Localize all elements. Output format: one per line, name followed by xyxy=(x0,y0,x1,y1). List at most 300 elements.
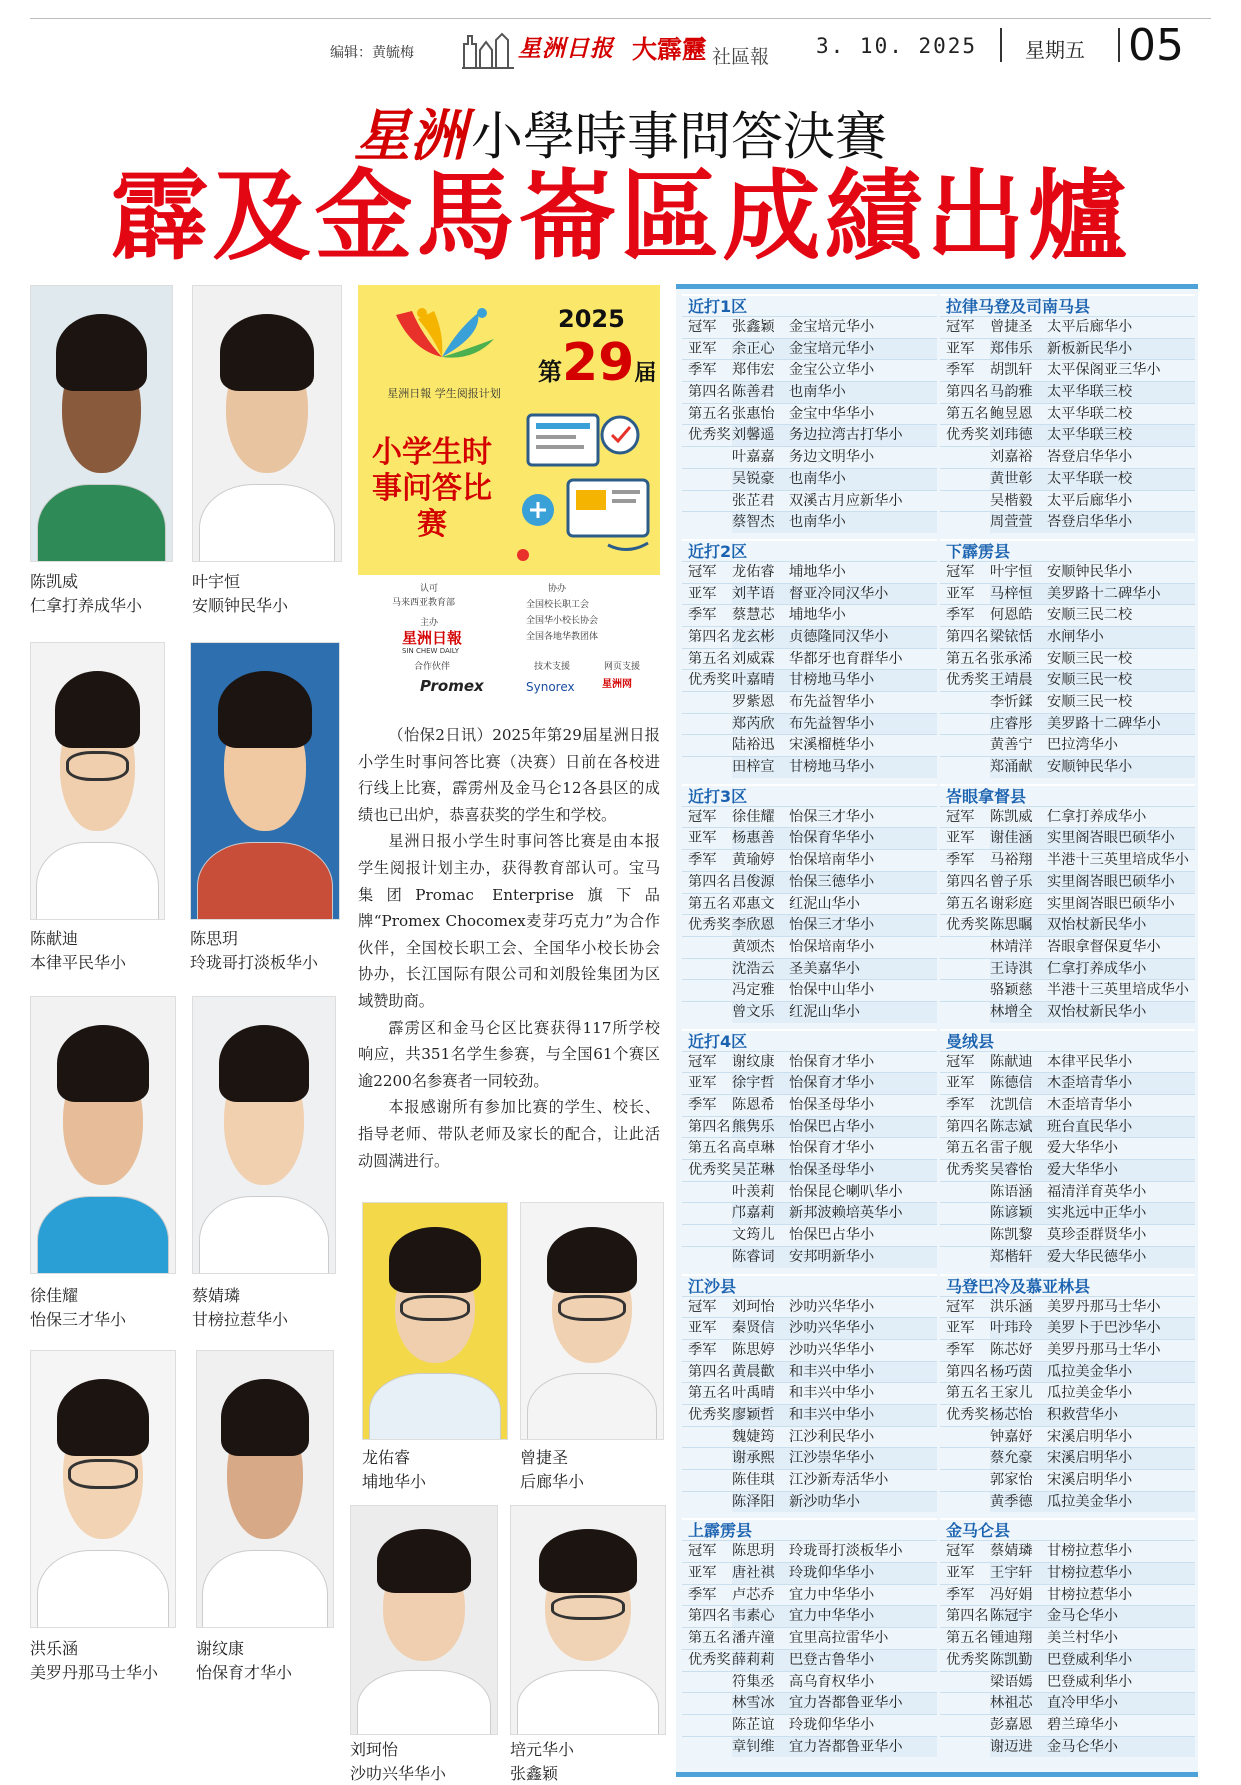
contest-poster xyxy=(358,285,660,710)
student-name: 冯定雅 xyxy=(732,982,775,999)
student-photo xyxy=(190,642,340,920)
school-name: 双怡杖新民华小 xyxy=(1047,1002,1195,1023)
caption-school: 后廊华小 xyxy=(520,1472,585,1491)
photo-caption xyxy=(30,927,126,975)
district-rows xyxy=(682,1540,937,1757)
school-name: 怡保三才华小 xyxy=(789,915,937,936)
result-row xyxy=(940,1649,1195,1671)
award-rank: 优秀奖 xyxy=(946,1651,989,1668)
caption-school: 甘榜拉惹华小 xyxy=(192,1310,289,1329)
student-name: 梁铱恬 xyxy=(990,627,1047,648)
result-row xyxy=(940,1671,1195,1693)
result-row xyxy=(682,446,937,468)
caption-name: 张鑫颖 xyxy=(510,1764,559,1783)
result-row xyxy=(682,756,937,778)
masthead-separator xyxy=(1000,28,1002,62)
organizer-name-en: SIN CHEW DAILY xyxy=(402,647,460,655)
award-rank xyxy=(940,1002,990,1023)
school-name: 和丰兴中华小 xyxy=(789,1362,937,1383)
district-rows xyxy=(940,806,1195,1023)
student-name: 叶嘉晴 xyxy=(732,670,789,691)
student-name: 沈浩云 xyxy=(732,959,789,980)
student-name: 张鑫颖 xyxy=(732,319,775,335)
award-rank: 优秀奖 xyxy=(688,1651,731,1668)
school-name: 怡保巴占华小 xyxy=(789,1227,875,1244)
award-rank: 优秀奖 xyxy=(688,427,731,444)
school-name: 安顺三民二校 xyxy=(1047,607,1133,624)
student-name: 唐社祺 xyxy=(732,1563,789,1584)
award-rank: 优秀奖 xyxy=(688,1406,731,1423)
school-name: 和丰兴中华小 xyxy=(789,1385,875,1402)
district-name: 金马仑县 xyxy=(940,1518,1195,1540)
district-rows xyxy=(940,561,1195,778)
student-name: 薛莉莉 xyxy=(732,1650,789,1671)
result-row xyxy=(682,1051,937,1073)
student-name: 陆裕迅 xyxy=(732,737,775,754)
school-name: 埔地华小 xyxy=(789,607,846,624)
school-name: 怡保育才华小 xyxy=(789,1140,875,1157)
school-name: 新板新民华小 xyxy=(1047,339,1195,360)
award-rank xyxy=(940,469,990,490)
web-name: 星洲网 xyxy=(602,679,632,690)
student-name: 冯好娟 xyxy=(990,1586,1033,1603)
caption-school: 玲珑哥打淡板华小 xyxy=(190,953,319,972)
result-row xyxy=(940,604,1195,626)
award-rank xyxy=(682,1225,732,1246)
student-name: 陈睿词 xyxy=(732,1247,789,1268)
district-rows xyxy=(682,806,937,1023)
award-rank: 第四名 xyxy=(946,384,989,401)
tech-name: Synorex xyxy=(526,680,575,694)
caption-name: 谢纹康 xyxy=(196,1639,245,1658)
student-name: 洪乐涵 xyxy=(990,1298,1033,1315)
district-block xyxy=(682,539,937,778)
result-row xyxy=(682,648,937,670)
result-row xyxy=(940,1181,1195,1203)
result-row xyxy=(940,1094,1195,1116)
district-rows xyxy=(682,1296,937,1513)
result-row xyxy=(682,1072,937,1094)
photo-caption xyxy=(30,570,142,618)
award-rank: 第五名 xyxy=(946,1140,989,1157)
school-name: 金宝中华华小 xyxy=(789,405,875,422)
caption-school: 埔地华小 xyxy=(362,1472,427,1491)
student-name: 陈思玥 xyxy=(732,1543,775,1560)
result-row xyxy=(682,1605,937,1627)
result-row xyxy=(682,958,937,980)
result-row xyxy=(682,381,937,403)
award-rank xyxy=(682,1247,732,1268)
student-name: 杨巧茵 xyxy=(990,1362,1047,1383)
award-rank xyxy=(940,491,990,512)
result-row xyxy=(940,338,1195,360)
results-top-bar xyxy=(676,284,1198,289)
school-name: 太平华联三校 xyxy=(1047,425,1195,446)
school-name: 甘榜拉惹华小 xyxy=(1047,1543,1133,1560)
school-name: 也南华小 xyxy=(789,382,937,403)
school-name: 巴登威利华小 xyxy=(1047,1673,1133,1690)
award-rank xyxy=(940,1247,990,1268)
district-block xyxy=(940,784,1195,1023)
student-name: 王家儿 xyxy=(990,1385,1033,1402)
district-rows xyxy=(682,316,937,533)
school-name: 爱大华华小 xyxy=(1047,1160,1195,1181)
recognition-label: 认可 xyxy=(420,584,439,594)
result-row xyxy=(682,734,937,756)
award-rank: 第五名 xyxy=(688,1630,731,1647)
result-row xyxy=(682,1649,937,1671)
student-photo xyxy=(30,285,173,562)
result-row xyxy=(682,1404,937,1426)
result-row xyxy=(940,849,1195,871)
student-name: 黄世彰 xyxy=(990,469,1047,490)
award-rank: 亚军 xyxy=(688,1565,717,1582)
award-rank: 第四名 xyxy=(688,628,731,645)
school-name: 宋溪启明华小 xyxy=(1047,1448,1195,1469)
result-row xyxy=(940,403,1195,425)
student-name: 郑楷轩 xyxy=(990,1247,1047,1268)
student-name: 曾子乐 xyxy=(990,872,1047,893)
district-block xyxy=(940,539,1195,778)
school-name: 莫珍歪群贤华小 xyxy=(1047,1227,1147,1244)
result-row xyxy=(682,827,937,849)
student-name: 郑芮欣 xyxy=(732,714,789,735)
student-name: 刘芊语 xyxy=(732,584,789,605)
school-name: 宋溪榴梿华小 xyxy=(789,737,875,754)
result-row xyxy=(682,1736,937,1758)
award-rank xyxy=(682,714,732,735)
district-rows xyxy=(940,1540,1195,1757)
award-rank xyxy=(940,447,990,468)
student-name: 章钊维 xyxy=(732,1737,789,1758)
award-rank xyxy=(940,735,990,756)
student-name: 郑涌献 xyxy=(990,757,1047,778)
result-row xyxy=(682,1540,937,1562)
award-rank: 冠军 xyxy=(688,808,717,825)
award-rank: 第四名 xyxy=(688,1363,731,1380)
district-block xyxy=(940,1518,1195,1757)
editor-credit: 编辑：黄毓梅 xyxy=(330,45,414,61)
result-row xyxy=(682,1469,937,1491)
result-row xyxy=(940,1605,1195,1627)
district-name: 近打1区 xyxy=(682,294,937,316)
school-name: 布先益智华小 xyxy=(789,694,875,710)
photo-caption xyxy=(520,1446,584,1494)
school-name: 爱大华华小 xyxy=(1047,1140,1118,1157)
school-name: 务边拉湾古打华小 xyxy=(789,425,937,446)
student-photo xyxy=(362,1202,508,1440)
article-paragraph: （怡保2日讯）2025年第29届星洲日报小学生时事问答比赛（决赛）日前在各校进行线上比赛，霹雳州及金马仑12各县区的成绩也已出炉，恭喜获奖的学生和学校。 xyxy=(358,726,660,824)
award-rank: 亚军 xyxy=(946,1075,975,1092)
student-name: 陈恩希 xyxy=(732,1097,775,1113)
student-name: 文筠儿 xyxy=(732,1227,775,1244)
award-rank: 亚军 xyxy=(688,1320,717,1337)
school-name: 巴登古鲁华小 xyxy=(789,1650,937,1671)
student-name: 高卓琳 xyxy=(732,1140,775,1157)
student-name: 郑伟宏 xyxy=(732,362,775,379)
student-name: 吴睿怡 xyxy=(990,1160,1047,1181)
student-photo xyxy=(30,642,165,920)
section-suffix: 社區報 xyxy=(712,46,770,68)
student-name: 黄晨歡 xyxy=(732,1362,789,1383)
school-name: 布先益智华小 xyxy=(789,714,937,735)
award-rank xyxy=(940,1470,990,1491)
result-row xyxy=(682,316,937,338)
award-rank: 季军 xyxy=(688,362,717,379)
caption-school: 沙叻兴华华小 xyxy=(350,1764,447,1783)
caption-name: 叶宇恒 xyxy=(192,572,241,591)
results-column-right xyxy=(940,294,1195,1763)
student-name: 徐宇哲 xyxy=(732,1073,789,1094)
school-name: 安顺钟民华小 xyxy=(1047,757,1195,778)
school-name: 也南华小 xyxy=(789,469,937,490)
student-name: 王靖晨 xyxy=(990,670,1047,691)
result-row xyxy=(682,1714,937,1736)
result-row xyxy=(940,914,1195,936)
article-body xyxy=(358,722,660,1174)
school-name: 玲珑仰华华小 xyxy=(789,1716,875,1733)
student-name: 叶玮玲 xyxy=(990,1318,1047,1339)
caption-school: 安顺钟民华小 xyxy=(192,596,289,615)
caption-name: 刘珂怡 xyxy=(350,1740,399,1759)
award-rank: 冠军 xyxy=(946,1298,975,1315)
result-row xyxy=(940,1469,1195,1491)
award-rank: 第五名 xyxy=(688,1385,731,1402)
school-name: 峇登启华华小 xyxy=(1047,449,1133,466)
school-name: 爱大华民德华小 xyxy=(1047,1247,1195,1268)
award-rank: 季军 xyxy=(946,1097,975,1113)
school-name: 华都牙也育群华小 xyxy=(789,650,903,667)
award-rank: 优秀奖 xyxy=(946,917,989,934)
award-rank: 第五名 xyxy=(688,650,731,667)
school-name: 怡保育才华小 xyxy=(789,1073,937,1094)
award-rank: 优秀奖 xyxy=(688,917,731,934)
poster-sponsor-area xyxy=(358,575,660,710)
award-rank xyxy=(940,1203,990,1224)
award-rank xyxy=(940,1715,990,1736)
award-rank: 第五名 xyxy=(688,405,731,422)
school-name: 直冷甲华小 xyxy=(1047,1693,1195,1714)
result-row xyxy=(940,1137,1195,1159)
award-rank: 季军 xyxy=(688,1097,717,1113)
photo-caption xyxy=(510,1738,574,1785)
school-name: 实里阁峇眼巴硕华小 xyxy=(1047,828,1195,849)
award-rank: 冠军 xyxy=(688,1298,717,1315)
result-row xyxy=(940,511,1195,533)
result-row xyxy=(682,424,937,446)
award-rank: 优秀奖 xyxy=(946,672,989,689)
student-name: 谢承熙 xyxy=(732,1448,789,1469)
award-rank xyxy=(682,757,732,778)
student-name: 陈泽阳 xyxy=(732,1492,789,1513)
award-rank: 优秀奖 xyxy=(946,427,989,444)
award-rank xyxy=(682,1182,732,1203)
caption-name: 曾捷圣 xyxy=(520,1448,569,1467)
school-name: 玲珑哥打淡板华小 xyxy=(789,1543,903,1560)
award-rank xyxy=(682,1715,732,1736)
award-rank: 第五名 xyxy=(688,895,731,912)
result-row xyxy=(682,1692,937,1714)
student-name: 陈凯勤 xyxy=(990,1650,1047,1671)
caption-school: 怡保三才华小 xyxy=(30,1310,127,1329)
masthead-rule xyxy=(30,18,1211,19)
result-row xyxy=(682,1361,937,1383)
school-name: 巴拉湾华小 xyxy=(1047,737,1118,754)
student-name: 陈献迪 xyxy=(990,1053,1033,1070)
school-name: 双溪古月应新华小 xyxy=(789,492,903,509)
supporter-item: 全国华小校长协会 xyxy=(526,616,599,626)
result-row xyxy=(940,669,1195,691)
district-name: 近打3区 xyxy=(682,784,937,806)
caption-school: 本律平民华小 xyxy=(30,953,127,972)
student-name: 田梓宣 xyxy=(732,757,789,778)
edition-prefix: 第 xyxy=(538,358,562,386)
student-name: 林雪冰 xyxy=(732,1693,789,1714)
result-row xyxy=(682,1584,937,1606)
result-row xyxy=(682,561,937,583)
award-rank: 亚军 xyxy=(688,585,717,602)
award-rank xyxy=(682,469,732,490)
student-name: 叶宇恒 xyxy=(990,563,1033,580)
district-name: 马登巴冷及慕亚林县 xyxy=(940,1274,1195,1296)
student-name: 骆颖慈 xyxy=(990,982,1033,999)
school-name: 怡保圣母华小 xyxy=(789,1097,875,1113)
student-name: 魏婕筠 xyxy=(732,1428,775,1445)
school-name: 贞德隆同汉华小 xyxy=(789,627,937,648)
award-rank: 第五名 xyxy=(946,650,989,667)
student-name: 蔡允豪 xyxy=(990,1448,1047,1469)
result-row xyxy=(940,561,1195,583)
award-rank: 冠军 xyxy=(688,319,717,335)
student-name: 刘珂怡 xyxy=(732,1298,775,1315)
award-rank xyxy=(940,1427,990,1448)
award-rank: 亚军 xyxy=(946,1320,975,1337)
school-name: 玲珑仰华华小 xyxy=(789,1563,937,1584)
student-name: 陈善君 xyxy=(732,382,789,403)
award-rank xyxy=(682,735,732,756)
results-panel xyxy=(676,284,1198,1777)
organizer-label: 主办 xyxy=(420,618,439,628)
masthead-separator xyxy=(1118,28,1120,62)
district-block xyxy=(682,1029,937,1268)
student-name: 陈志斌 xyxy=(990,1117,1047,1138)
organizer-name: 星洲日報 xyxy=(402,629,463,647)
student-name: 蔡婧璘 xyxy=(990,1543,1033,1560)
result-row xyxy=(940,1692,1195,1714)
school-name: 美罗路十二碑华小 xyxy=(1047,584,1195,605)
student-name: 陈冠宇 xyxy=(990,1606,1047,1627)
result-row xyxy=(682,359,937,381)
school-name: 美罗丹那马士华小 xyxy=(1047,1298,1161,1315)
award-rank xyxy=(940,1182,990,1203)
award-rank: 第四名 xyxy=(946,628,989,645)
school-name: 半港十三英里培成华小 xyxy=(1047,982,1189,999)
result-row xyxy=(940,713,1195,735)
school-name: 水闸华小 xyxy=(1047,627,1195,648)
result-row xyxy=(940,316,1195,338)
district-rows xyxy=(682,561,937,778)
poster-logo-text: 星洲日報 学生阅报计划 xyxy=(387,387,501,400)
student-name: 王宇轩 xyxy=(990,1563,1047,1584)
school-name: 怡保中山华小 xyxy=(789,982,875,999)
results-bottom-bar xyxy=(676,1772,1198,1777)
student-name: 陈德信 xyxy=(990,1073,1047,1094)
photo-caption xyxy=(362,1446,426,1494)
award-rank: 冠军 xyxy=(946,808,975,825)
school-name: 美罗丹那马士华小 xyxy=(1047,1341,1161,1358)
school-name: 怡保培南华小 xyxy=(789,938,875,955)
result-row xyxy=(682,1627,937,1649)
school-name: 双怡杖新民华小 xyxy=(1047,915,1195,936)
page-number: 05 xyxy=(1128,20,1184,71)
article-paragraph: 本报感谢所有参加比赛的学生、校长、指导老师、带队老师及家长的配合，让此活动圆满进行。 xyxy=(358,1098,660,1170)
student-name: 卢芯乔 xyxy=(732,1586,775,1603)
award-rank: 优秀奖 xyxy=(688,1162,731,1179)
school-name: 巴登威利华小 xyxy=(1047,1650,1195,1671)
partner-label: 合作伙伴 xyxy=(414,662,451,672)
award-rank: 亚军 xyxy=(688,340,717,357)
school-name: 金宝培元华小 xyxy=(789,339,937,360)
student-name: 黄季德 xyxy=(990,1492,1047,1513)
result-row xyxy=(940,359,1195,381)
photo-caption xyxy=(190,927,318,975)
result-row xyxy=(940,1116,1195,1138)
photo-caption xyxy=(350,1738,446,1785)
result-row xyxy=(940,1714,1195,1736)
award-rank: 第四名 xyxy=(946,1363,989,1380)
caption-school: 仁拿打养成华小 xyxy=(30,596,143,615)
award-rank xyxy=(682,447,732,468)
result-row xyxy=(682,403,937,425)
award-rank: 季军 xyxy=(688,607,717,624)
school-name: 太平后廊华小 xyxy=(1047,319,1133,335)
school-name: 江沙崇华华小 xyxy=(789,1448,937,1469)
student-name: 徐佳耀 xyxy=(732,808,775,825)
school-name: 甘榜拉惹华小 xyxy=(1047,1563,1195,1584)
school-name: 福清洋育英华小 xyxy=(1047,1183,1147,1200)
result-row xyxy=(940,468,1195,490)
result-row xyxy=(940,1426,1195,1448)
result-row xyxy=(682,1317,937,1339)
district-rows xyxy=(940,1296,1195,1513)
award-rank: 季军 xyxy=(946,607,975,624)
student-photo xyxy=(192,285,342,562)
student-name: 吴楷毅 xyxy=(990,492,1033,509)
award-rank: 季军 xyxy=(946,1341,975,1358)
student-photo xyxy=(510,1505,666,1735)
recognition-body: 马来西亚教育部 xyxy=(392,598,456,608)
award-rank: 冠军 xyxy=(946,319,975,335)
award-rank: 亚军 xyxy=(946,585,975,602)
award-rank: 第四名 xyxy=(688,384,731,401)
award-rank: 季军 xyxy=(946,1586,975,1603)
award-rank xyxy=(940,959,990,980)
result-row xyxy=(682,1447,937,1469)
school-name: 峇眼拿督保夏华小 xyxy=(1047,938,1161,955)
award-rank xyxy=(682,1427,732,1448)
award-rank xyxy=(682,1203,732,1224)
award-rank: 冠军 xyxy=(688,1053,717,1070)
result-row xyxy=(940,1224,1195,1246)
result-row xyxy=(682,626,937,648)
school-name: 沙叻兴华华小 xyxy=(789,1318,937,1339)
district-name: 下霹雳县 xyxy=(940,539,1195,561)
school-name: 碧兰璋华小 xyxy=(1047,1716,1118,1733)
school-name: 宜力峇都鲁亚华小 xyxy=(789,1737,937,1758)
award-rank: 冠军 xyxy=(688,1543,717,1560)
student-name: 谢纹康 xyxy=(732,1053,775,1070)
award-rank xyxy=(940,1737,990,1758)
